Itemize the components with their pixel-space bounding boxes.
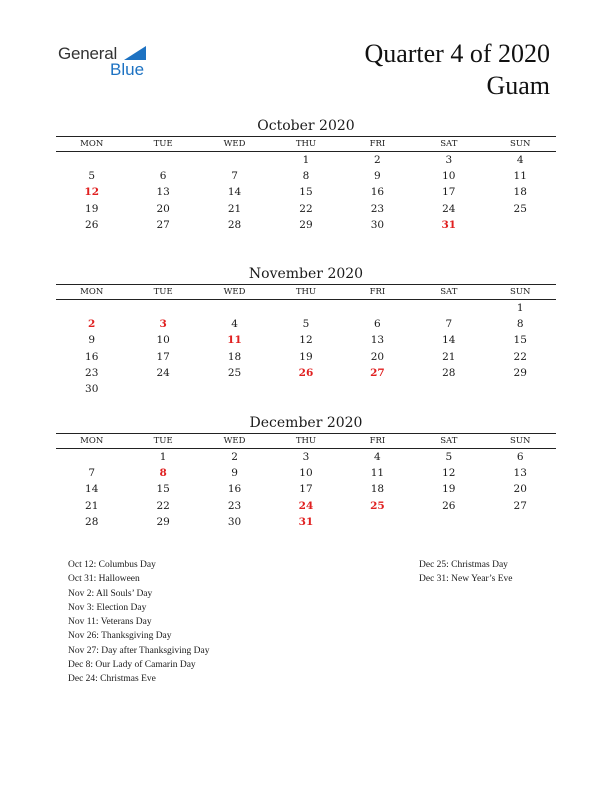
holiday-list-left xyxy=(68,558,210,687)
title-quarter: Quarter 4 of 2020 xyxy=(364,39,550,68)
holiday-entry: Oct 31: Halloween xyxy=(68,574,140,585)
date-cell: 2 xyxy=(231,451,238,463)
date-cell: 23 xyxy=(227,499,242,512)
month-october xyxy=(56,116,556,233)
date-cell: 26 xyxy=(85,218,99,231)
week-row xyxy=(56,217,556,233)
weekday-label: FRI xyxy=(369,436,386,446)
date-cell: 14 xyxy=(227,186,242,199)
date-cell: 22 xyxy=(299,202,313,215)
date-cell: 13 xyxy=(513,467,527,480)
date-cell: 3 xyxy=(445,154,453,166)
holiday-entry: Nov 2: All Souls’ Day xyxy=(68,588,153,599)
date-cell: 15 xyxy=(156,483,170,496)
date-cell xyxy=(485,381,556,397)
date-cell: 22 xyxy=(513,350,527,363)
date-cell: 17 xyxy=(442,186,456,199)
holiday-date-cell: 31 xyxy=(441,218,457,231)
date-cell: 10 xyxy=(156,334,170,347)
date-cell: 10 xyxy=(299,467,313,480)
date-cell: 18 xyxy=(227,350,242,363)
date-cell: 6 xyxy=(516,451,524,463)
date-cell xyxy=(56,152,127,168)
holiday-date-cell: 31 xyxy=(298,515,314,528)
date-cell xyxy=(270,381,341,397)
holiday-date-cell: 27 xyxy=(370,366,385,379)
week-row xyxy=(56,498,556,514)
weekday-label: TUE xyxy=(153,287,173,297)
weekday-label: FRI xyxy=(369,287,386,297)
weekday-label: SUN xyxy=(510,287,531,297)
date-cell: 21 xyxy=(442,350,456,363)
weekday-header-row xyxy=(56,433,556,449)
date-cell: 23 xyxy=(370,202,385,215)
month-title: December 2020 xyxy=(249,415,363,431)
date-cell: 4 xyxy=(374,451,381,463)
date-cell: 12 xyxy=(299,334,313,347)
weekday-header-row xyxy=(56,136,556,152)
date-cell: 16 xyxy=(85,350,99,363)
date-cell: 1 xyxy=(159,451,167,463)
date-cell: 24 xyxy=(156,366,170,379)
date-cell: 28 xyxy=(85,515,99,528)
holiday-entry: Dec 8: Our Lady of Camarin Day xyxy=(68,660,196,671)
logo-general-text: General xyxy=(58,44,118,63)
holiday-entry: Oct 12: Columbus Day xyxy=(68,560,156,570)
weekday-label: SUN xyxy=(510,436,531,446)
date-cell: 2 xyxy=(374,154,381,166)
holiday-date-cell: 12 xyxy=(84,186,100,199)
week-row xyxy=(56,316,556,332)
date-cell: 22 xyxy=(156,499,170,512)
date-cell: 29 xyxy=(299,218,313,231)
date-cell: 16 xyxy=(370,186,385,199)
logo-blue-text: Blue xyxy=(110,60,145,79)
holiday-entry: Nov 11: Veterans Day xyxy=(68,617,152,628)
weekday-label: SAT xyxy=(440,139,458,149)
date-cell: 23 xyxy=(85,366,99,379)
date-cell xyxy=(413,300,484,316)
week-row xyxy=(56,349,556,365)
date-cell: 30 xyxy=(370,218,385,231)
holiday-entry: Nov 3: Election Day xyxy=(68,602,147,613)
date-cell: 3 xyxy=(302,451,310,463)
date-cell: 4 xyxy=(516,154,524,166)
month-december xyxy=(56,413,556,530)
weekday-label: THU xyxy=(295,287,317,297)
holiday-entry: Nov 27: Day after Thanksgiving Day xyxy=(68,645,210,656)
date-cell: 5 xyxy=(445,451,453,463)
date-cell: 18 xyxy=(370,483,385,496)
date-cell xyxy=(127,152,198,168)
date-cell: 15 xyxy=(299,186,313,199)
date-cell: 21 xyxy=(85,499,99,512)
weekday-label: THU xyxy=(295,139,317,149)
date-cell xyxy=(342,381,413,397)
date-cell xyxy=(485,217,556,233)
week-row xyxy=(56,514,556,530)
holiday-date-cell: 26 xyxy=(298,366,314,379)
holiday-entry: Dec 31: New Year’s Eve xyxy=(419,574,513,585)
weekday-label: MON xyxy=(80,436,104,446)
date-cell: 20 xyxy=(156,202,170,215)
date-cell: 30 xyxy=(85,382,99,395)
date-cell: 7 xyxy=(445,318,453,331)
date-cell xyxy=(199,381,270,397)
date-cell: 11 xyxy=(370,467,385,480)
date-cell: 18 xyxy=(513,186,527,199)
month-title: November 2020 xyxy=(248,266,364,282)
week-row xyxy=(56,300,556,316)
date-cell xyxy=(342,514,413,530)
date-cell xyxy=(127,300,198,316)
weekday-label: WED xyxy=(223,139,246,149)
weekday-label: WED xyxy=(223,436,246,446)
date-cell: 27 xyxy=(156,218,170,231)
holiday-entry: Dec 24: Christmas Eve xyxy=(68,674,156,685)
date-cell: 20 xyxy=(370,350,385,363)
date-cell: 19 xyxy=(85,202,99,215)
weekday-label: SUN xyxy=(510,139,531,149)
date-cell: 8 xyxy=(302,170,310,183)
weekday-label: TUE xyxy=(153,436,173,446)
date-cell: 9 xyxy=(88,334,96,347)
date-cell xyxy=(485,514,556,530)
date-cell xyxy=(56,300,127,316)
week-row xyxy=(56,481,556,497)
date-cell: 13 xyxy=(156,186,170,199)
date-cell xyxy=(127,381,198,397)
date-cell: 5 xyxy=(302,318,310,331)
weekday-label: WED xyxy=(223,287,246,297)
date-cell: 21 xyxy=(227,202,242,215)
holiday-date-cell: 8 xyxy=(159,467,167,480)
holiday-entry: Nov 26: Thanksgiving Day xyxy=(68,631,172,642)
date-cell: 11 xyxy=(513,170,527,183)
week-row xyxy=(56,201,556,217)
weekday-label: MON xyxy=(80,287,104,297)
date-cell: 15 xyxy=(513,334,527,347)
date-cell: 8 xyxy=(516,318,524,331)
date-cell: 7 xyxy=(88,467,96,480)
date-cell: 25 xyxy=(227,366,242,379)
date-cell: 6 xyxy=(159,170,167,183)
weekday-label: FRI xyxy=(369,139,386,149)
date-cell: 1 xyxy=(302,154,310,166)
date-cell: 10 xyxy=(442,170,456,183)
date-cell: 17 xyxy=(299,483,313,496)
date-cell: 5 xyxy=(88,170,96,183)
week-row xyxy=(56,332,556,348)
date-cell xyxy=(270,300,341,316)
weekday-label: SAT xyxy=(440,436,458,446)
weekday-header-row xyxy=(56,284,556,300)
date-cell xyxy=(56,449,127,465)
date-cell xyxy=(413,514,484,530)
week-row xyxy=(56,365,556,381)
date-cell: 29 xyxy=(156,515,170,528)
date-cell: 28 xyxy=(442,366,456,379)
week-row xyxy=(56,184,556,200)
weekday-label: MON xyxy=(80,139,104,149)
holiday-date-cell: 25 xyxy=(370,499,385,512)
date-cell: 28 xyxy=(227,218,242,231)
date-cell xyxy=(199,300,270,316)
date-cell: 6 xyxy=(374,318,381,331)
week-row xyxy=(56,465,556,481)
holiday-entry: Dec 25: Christmas Day xyxy=(419,560,508,570)
date-cell: 24 xyxy=(442,202,456,215)
date-cell: 14 xyxy=(442,334,456,347)
holiday-date-cell: 2 xyxy=(88,318,96,331)
title-region: Guam xyxy=(486,71,550,100)
page-title xyxy=(364,38,550,102)
date-cell: 16 xyxy=(227,483,242,496)
date-cell: 1 xyxy=(516,302,524,314)
month-november xyxy=(56,264,556,397)
date-cell xyxy=(413,381,484,397)
date-cell: 9 xyxy=(374,170,381,183)
week-row xyxy=(56,381,556,397)
date-cell xyxy=(199,152,270,168)
holiday-date-cell: 11 xyxy=(227,334,242,347)
date-cell: 27 xyxy=(513,499,527,512)
date-cell: 30 xyxy=(227,515,242,528)
date-cell: 19 xyxy=(442,483,456,496)
holiday-date-cell: 24 xyxy=(298,499,314,512)
generalblue-logo xyxy=(58,44,158,84)
holiday-list-right xyxy=(419,558,512,587)
week-row xyxy=(56,152,556,168)
date-cell: 19 xyxy=(299,350,313,363)
date-cell: 9 xyxy=(231,467,238,480)
date-cell: 7 xyxy=(231,170,238,183)
date-cell: 25 xyxy=(513,202,527,215)
week-row xyxy=(56,449,556,465)
weekday-label: SAT xyxy=(440,287,458,297)
weekday-label: TUE xyxy=(153,139,173,149)
week-row xyxy=(56,168,556,184)
month-title: October 2020 xyxy=(257,118,355,134)
date-cell: 14 xyxy=(85,483,99,496)
holiday-date-cell: 3 xyxy=(159,318,167,331)
date-cell: 17 xyxy=(156,350,170,363)
date-cell: 12 xyxy=(442,467,456,480)
date-cell: 20 xyxy=(513,483,527,496)
date-cell: 4 xyxy=(231,318,238,331)
date-cell: 13 xyxy=(370,334,385,347)
date-cell: 26 xyxy=(442,499,456,512)
date-cell xyxy=(342,300,413,316)
weekday-label: THU xyxy=(295,436,317,446)
logo-triangle-icon xyxy=(124,46,146,60)
date-cell: 29 xyxy=(513,366,527,379)
